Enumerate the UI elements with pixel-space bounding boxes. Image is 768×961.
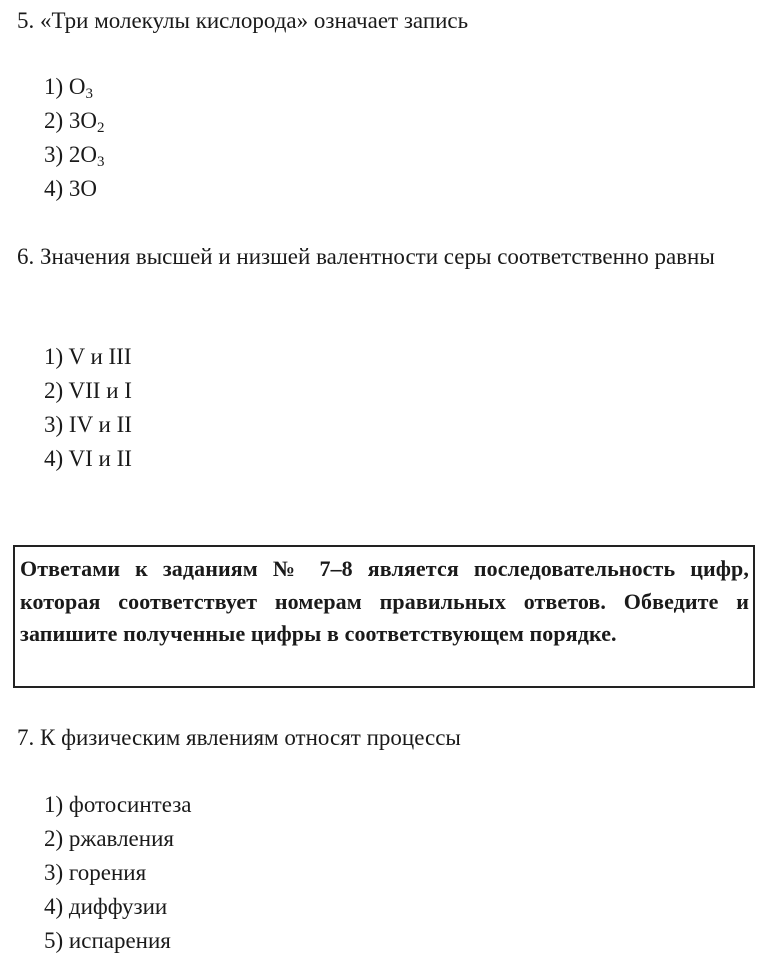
q7-option-2-label: 2) bbox=[44, 826, 64, 851]
q5-option-1[interactable] bbox=[44, 70, 105, 104]
q7-option-5[interactable] bbox=[44, 924, 192, 958]
q6-option-3-label: 3) bbox=[44, 412, 64, 437]
question-5-text: «Три молекулы кислорода» означает запись bbox=[40, 8, 469, 33]
q5-option-1-label: 1) bbox=[44, 74, 64, 99]
q6-option-2[interactable] bbox=[44, 374, 132, 408]
question-6-text: Значения высшей и низшей валентности серы соответственно равны bbox=[40, 244, 715, 269]
question-7 bbox=[17, 721, 756, 755]
q6-option-4[interactable] bbox=[44, 442, 132, 476]
q6-option-1[interactable] bbox=[44, 340, 132, 374]
q6-option-3-text: IV и II bbox=[68, 412, 132, 437]
q6-option-1-label: 1) bbox=[44, 344, 64, 369]
q7-option-4-label: 4) bbox=[44, 894, 64, 919]
q5-option-3-label: 3) bbox=[44, 142, 64, 167]
instruction-box: Ответами к заданиям № 7–8 является последовательность цифр, которая соответствует номерам правильных ответов. Обведите и запишите полученные цифры в соответствующем порядке. bbox=[13, 545, 755, 688]
q7-option-1[interactable] bbox=[44, 788, 192, 822]
q5-option-4-formula: 3O bbox=[68, 176, 98, 201]
q5-option-2-formula: $3O_2$ bbox=[68, 108, 105, 136]
question-6-number: 6. bbox=[17, 244, 35, 269]
q5-option-2-label: 2) bbox=[44, 108, 64, 133]
q6-option-4-label: 4) bbox=[44, 446, 64, 471]
question-7-number: 7. bbox=[17, 725, 35, 750]
q7-option-3-label: 3) bbox=[44, 860, 64, 885]
q6-option-1-text: V и III bbox=[68, 344, 132, 369]
q7-option-5-label: 5) bbox=[44, 928, 64, 953]
question-7-options bbox=[44, 788, 192, 958]
question-7-text: К физическим явлениям относят процессы bbox=[40, 725, 461, 750]
q7-option-3[interactable] bbox=[44, 856, 192, 890]
q6-option-4-text: VI и II bbox=[68, 446, 132, 471]
q7-option-2-text: ржавления bbox=[68, 826, 174, 851]
q7-option-1-label: 1) bbox=[44, 792, 64, 817]
q7-option-1-text: фотосинтеза bbox=[68, 792, 192, 817]
q5-option-4[interactable] bbox=[44, 172, 105, 206]
q5-option-1-formula: $O_3$ bbox=[68, 74, 94, 102]
q7-option-5-text: испарения bbox=[68, 928, 171, 953]
q7-option-2[interactable] bbox=[44, 822, 192, 856]
q5-option-4-label: 4) bbox=[44, 176, 64, 201]
question-5-number: 5. bbox=[17, 8, 35, 33]
q7-option-4[interactable] bbox=[44, 890, 192, 924]
question-6 bbox=[17, 240, 756, 274]
question-5 bbox=[17, 4, 756, 38]
q5-option-3-formula: $2O_3$ bbox=[68, 142, 105, 170]
question-5-options bbox=[44, 70, 105, 206]
q5-option-2[interactable] bbox=[44, 104, 105, 138]
question-6-options bbox=[44, 340, 132, 476]
q7-option-3-text: горения bbox=[68, 860, 147, 885]
q6-option-2-label: 2) bbox=[44, 378, 64, 403]
q6-option-3[interactable] bbox=[44, 408, 132, 442]
q6-option-2-text: VII и I bbox=[68, 378, 132, 403]
q5-option-3[interactable] bbox=[44, 138, 105, 172]
q7-option-4-text: диффузии bbox=[68, 894, 168, 919]
